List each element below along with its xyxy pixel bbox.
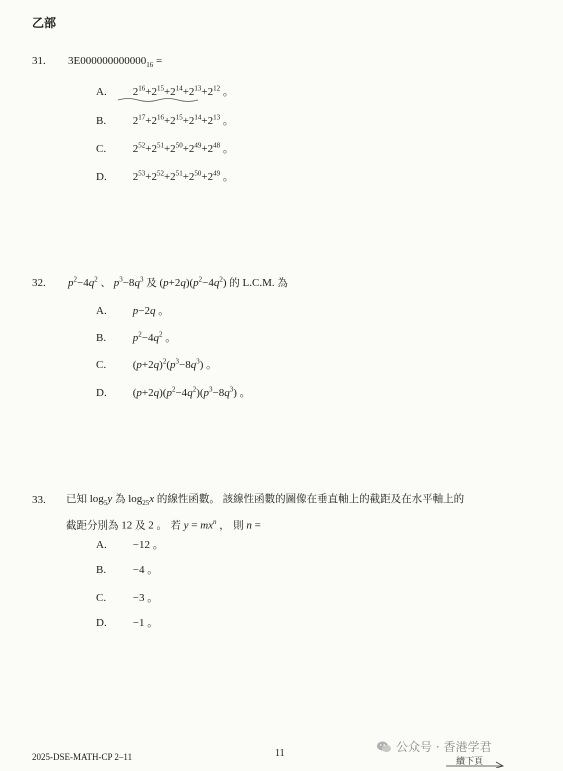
option-b[interactable]: B. $p^2-4q^2$ 。 [96,330,177,344]
period: 。 [158,305,170,317]
period: 。 [206,359,218,371]
question-number: 31. [32,55,46,67]
period: 。 [222,115,234,127]
linear-text: 的線性函數。 [156,493,220,505]
option-label: D. [96,171,107,183]
and-text: 及 [146,277,157,289]
question-stem: $p^2-4q^2$ 、 $p^3-8q^3$ 及 $(p+2q)(p^2-4q^2)$ 的 L.C.M. 為 [68,275,288,289]
page-number: 11 [275,748,285,759]
base-subscript: 16 [146,61,154,70]
option-label: C. [96,143,107,155]
section-title: 乙部 [32,16,57,30]
stem-line-1: 已知 $\log_5y$ 為 $\log_{25}x$ 的線性函數。 該線性函數的圖像在垂直軸上的截距及在水平軸上的 [66,493,465,508]
period: 。 [222,143,234,155]
option-label: D. [96,617,107,629]
intercepts-text: 截距分別為 [66,519,119,532]
period: 。 [222,171,234,183]
watermark-text: 公众号 · 香港学君 [396,740,492,754]
option-label: B. [96,332,107,344]
period: 。 [165,332,177,344]
option-label: C. [96,359,107,371]
intercept-value: 12 [121,519,133,532]
option-a[interactable]: A. p−2q 。 [96,305,170,317]
question-stem [66,490,536,536]
option-d[interactable]: D. $(p+2q)(p^2-4q^2)(p^3-8q^3)$ 。 [96,385,251,399]
paper-code: 2025-DSE-MATH-CP 2–11 [32,752,133,762]
option-label: C. [96,592,107,604]
question-stem [68,55,162,69]
next-text: 續下頁 [456,757,484,767]
wechat-icon [376,739,392,755]
option-label: A. [96,86,107,98]
and-text: 及 [135,519,146,532]
option-a[interactable]: A. $2^{16}+2^{15}+2^{14}+2^{13}+2^{12}$ 。 [96,84,234,98]
option-value: −12 [132,539,150,551]
option-d[interactable]: D. $2^{53}+2^{52}+2^{51}+2^{50}+2^{49}$ 。 [96,169,234,183]
option-c[interactable] [96,589,158,605]
option-d[interactable] [96,614,158,630]
option-b[interactable]: B. $2^{17}+2^{16}+2^{15}+2^{14}+2^{13}$ 。 [96,113,234,127]
lcm-text: L.C.M. [242,277,275,289]
option-label: A. [96,539,107,551]
equals-sign: = [153,55,163,67]
option-c[interactable]: C. $2^{52}+2^{51}+2^{50}+2^{49}+2^{48}$ 。 [96,141,234,155]
option-a[interactable] [96,536,164,552]
option-label: B. [96,115,107,127]
period: 。 [152,539,164,551]
if-text: 。 若 [156,519,181,532]
option-value: −1 [132,617,145,629]
option-label: D. [96,387,107,399]
stem-line-2: 截距分別為 12 及 2 。 若 $y = mx^n$ ， 則 n = [66,518,261,532]
option-b[interactable] [96,561,158,577]
watermark [376,738,491,755]
period: 。 [222,86,234,98]
then-text: ， 則 [219,519,244,532]
period: 。 [147,592,159,604]
is-text: 為 [277,277,288,289]
separator: 、 [100,277,111,289]
question-number: 33. [32,494,46,506]
option-label: B. [96,564,107,576]
is-text: 為 [114,493,126,505]
period: 。 [147,564,159,576]
next-page-indicator [446,756,484,769]
period: 。 [147,617,159,629]
question-number: 32. [32,277,46,289]
known-text: 已知 [66,493,87,505]
option-value: −4 [132,564,145,576]
option-label: A. [96,305,107,317]
hex-number: 3E000000000000 [68,55,147,67]
period: 。 [239,387,251,399]
intercept-value: 2 [148,519,154,532]
option-c[interactable]: C. $(p+2q)^2(p^3-8q^3)$ 。 [96,357,218,371]
option-value: −3 [132,592,145,604]
of-text: 的 [229,277,240,289]
graph-text: 該線性函數的圖像在垂直軸上的截距及在水平軸上的 [222,493,465,505]
